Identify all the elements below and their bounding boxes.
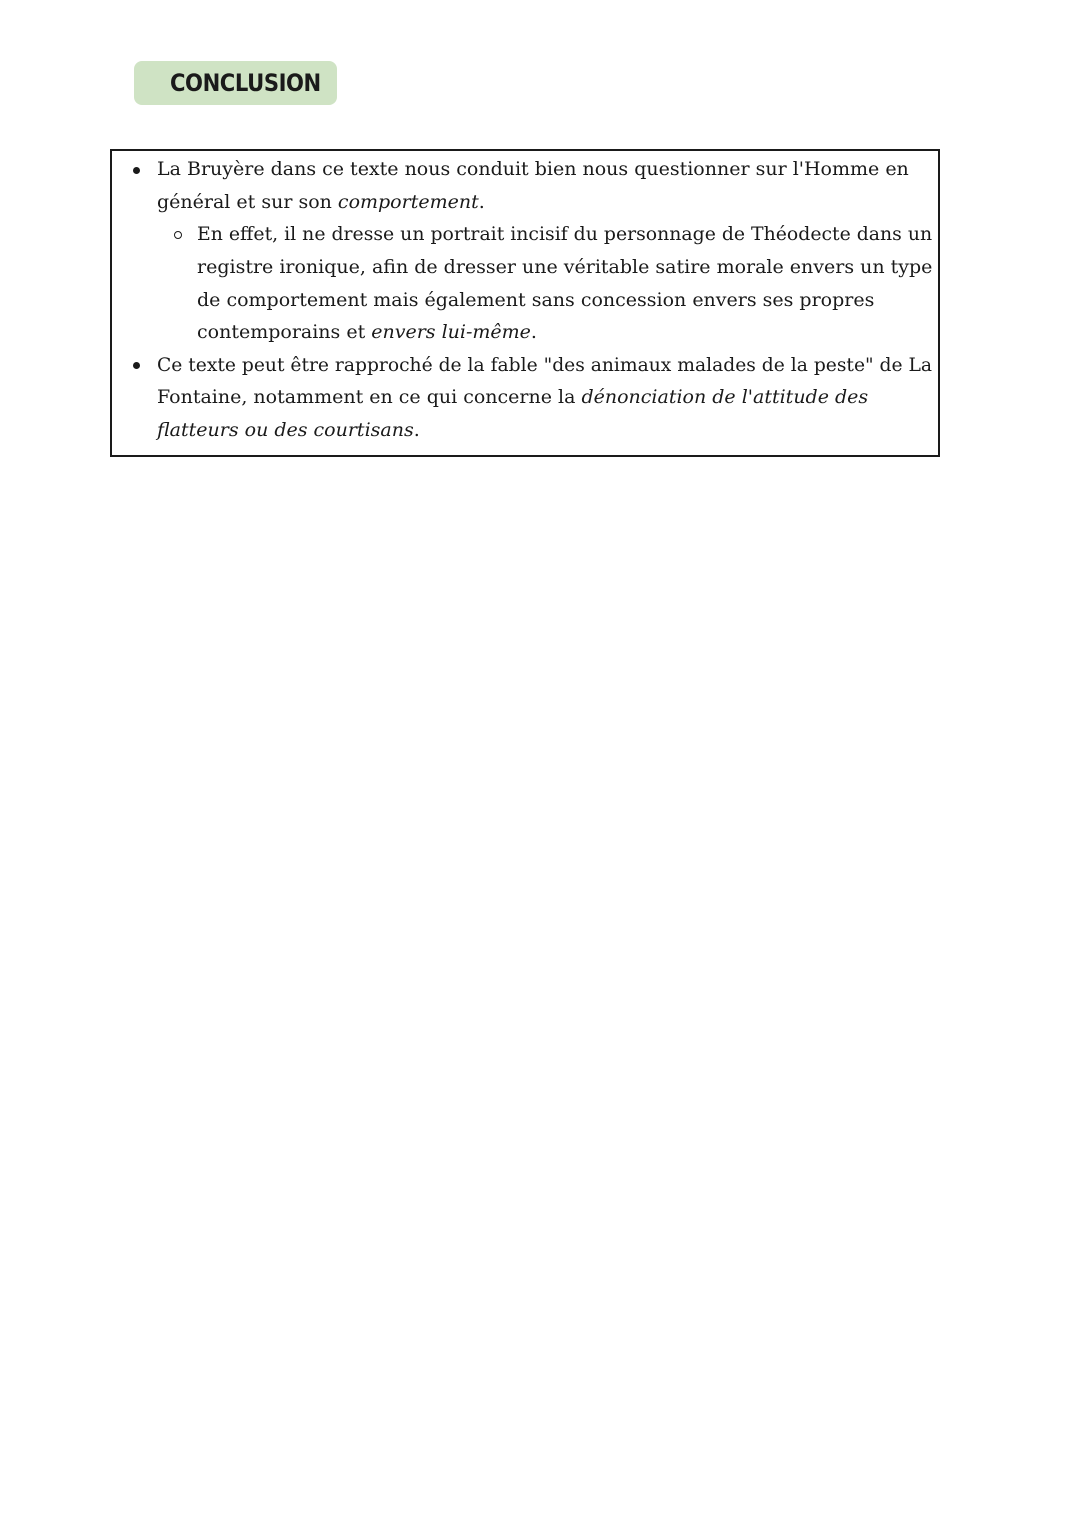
point2-line3: flatteurs ou des courtisans. — [157, 419, 420, 441]
section-heading — [134, 61, 337, 105]
sub-line4: contemporains et envers lui-même. — [197, 321, 537, 343]
conclusion-box — [110, 149, 940, 457]
sub-bullet-icon — [174, 231, 182, 239]
sub-line2: registre ironique, afin de dresser une véritable satire morale envers un type — [197, 256, 933, 278]
bullet-icon — [133, 362, 140, 369]
point1-line1: La Bruyère dans ce texte nous conduit bien nous questionner sur l'Homme en — [157, 158, 909, 180]
point1-line2: général et sur son comportement. — [157, 191, 485, 213]
bullet-icon — [133, 167, 140, 174]
point2-line2: Fontaine, notamment en ce qui concerne la dénonciation de l'attitude des — [157, 386, 869, 408]
sub-line1: En effet, il ne dresse un portrait incisif du personnage de Théodecte dans un — [197, 223, 933, 245]
heading-title: CONCLUSION — [170, 69, 321, 97]
point2-line1: Ce texte peut être rapproché de la fable "des animaux malades de la peste" de La — [157, 354, 933, 376]
sub-line3: de comportement mais également sans concession envers ses propres — [197, 289, 875, 311]
